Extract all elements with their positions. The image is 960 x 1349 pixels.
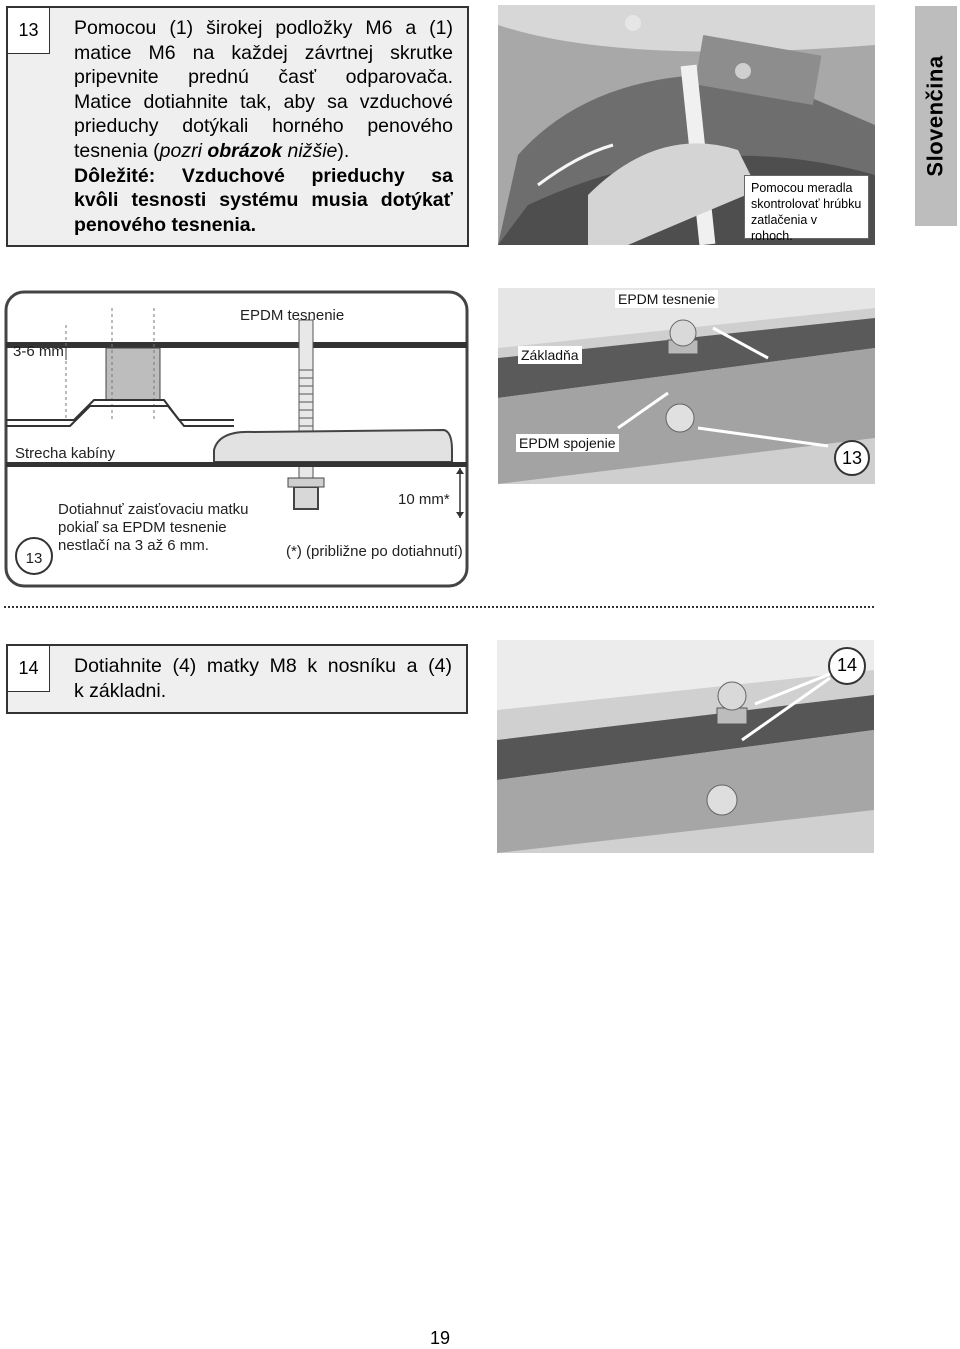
step-13-line: pripevnite prednú časť odparovača.	[74, 66, 453, 89]
photo-badge: 14	[836, 655, 858, 675]
step-13-line: Pomocou (1) širokej podložky M6 a (1)	[74, 17, 453, 39]
step-14-line: k základni.	[74, 679, 167, 702]
page-number: 19	[430, 1328, 451, 1348]
section-separator	[4, 606, 874, 608]
step-14-number: 14	[8, 646, 50, 692]
step-13-photo-measure	[498, 5, 875, 245]
language-label: Slovenčina	[923, 55, 948, 177]
photo-label-gasket: EPDM tesnenie	[615, 290, 718, 308]
diagram-label-gap: 3-6 mm	[13, 343, 64, 360]
step-13-important-line: penového tesnenia.	[74, 213, 257, 236]
step-13-diagram	[4, 290, 469, 588]
diagram-label-height: 10 mm*	[398, 491, 450, 508]
diagram-label-roof: Strecha kabíny	[15, 445, 116, 462]
step-13-line: Matice dotiahnite tak, aby sa vzduchové	[74, 90, 453, 113]
language-tab	[915, 6, 957, 226]
photo-caption-box	[744, 175, 869, 243]
photo-label-joint: EPDM spojenie	[516, 434, 619, 452]
step-13-important-line: Dôležité: Vzduchové prieduchy sa	[74, 164, 453, 187]
step-13-number: 13	[8, 8, 50, 54]
step-13-box	[6, 6, 469, 247]
diagram-footnote: (*) (približne po dotiahnutí)	[286, 543, 463, 560]
photo-badge: 13	[841, 448, 863, 468]
step-13-line: matice M6 na každej závrtnej skrutke	[74, 41, 453, 64]
diagram-badge: 13	[25, 550, 43, 567]
photo-label-base: Základňa	[518, 346, 582, 364]
step-14-photo	[497, 640, 874, 853]
step-13-line: prieduchy dotýkali horného penového	[74, 115, 453, 138]
diagram-note-line: nestlačí na 3 až 6 mm.	[58, 537, 209, 554]
photo-caption-line: skontrolovať hrúbku	[751, 197, 862, 211]
step-13-instructions	[74, 16, 453, 237]
diagram-label-gasket: EPDM tesnenie	[240, 307, 345, 324]
step-14-instructions	[74, 654, 452, 703]
diagram-note-line: pokiaľ sa EPDM tesnenie	[58, 519, 227, 536]
step-14-line: Dotiahnite (4) matky M8 k nosníku a (4)	[74, 655, 452, 677]
photo-caption-line: Pomocou meradla	[751, 181, 853, 195]
photo-caption-line: zatlačenia v rohoch.	[751, 213, 818, 243]
step-13-photo-gasket	[498, 288, 875, 484]
diagram-note-line: Dotiahnuť zaisťovaciu matku	[58, 501, 249, 518]
step-13-important-line: kvôli tesnosti systému musia dotýkať	[74, 189, 453, 212]
step-14-box	[6, 644, 468, 714]
step-13-line: tesnenia (pozri obrázok nižšie).	[74, 139, 350, 162]
